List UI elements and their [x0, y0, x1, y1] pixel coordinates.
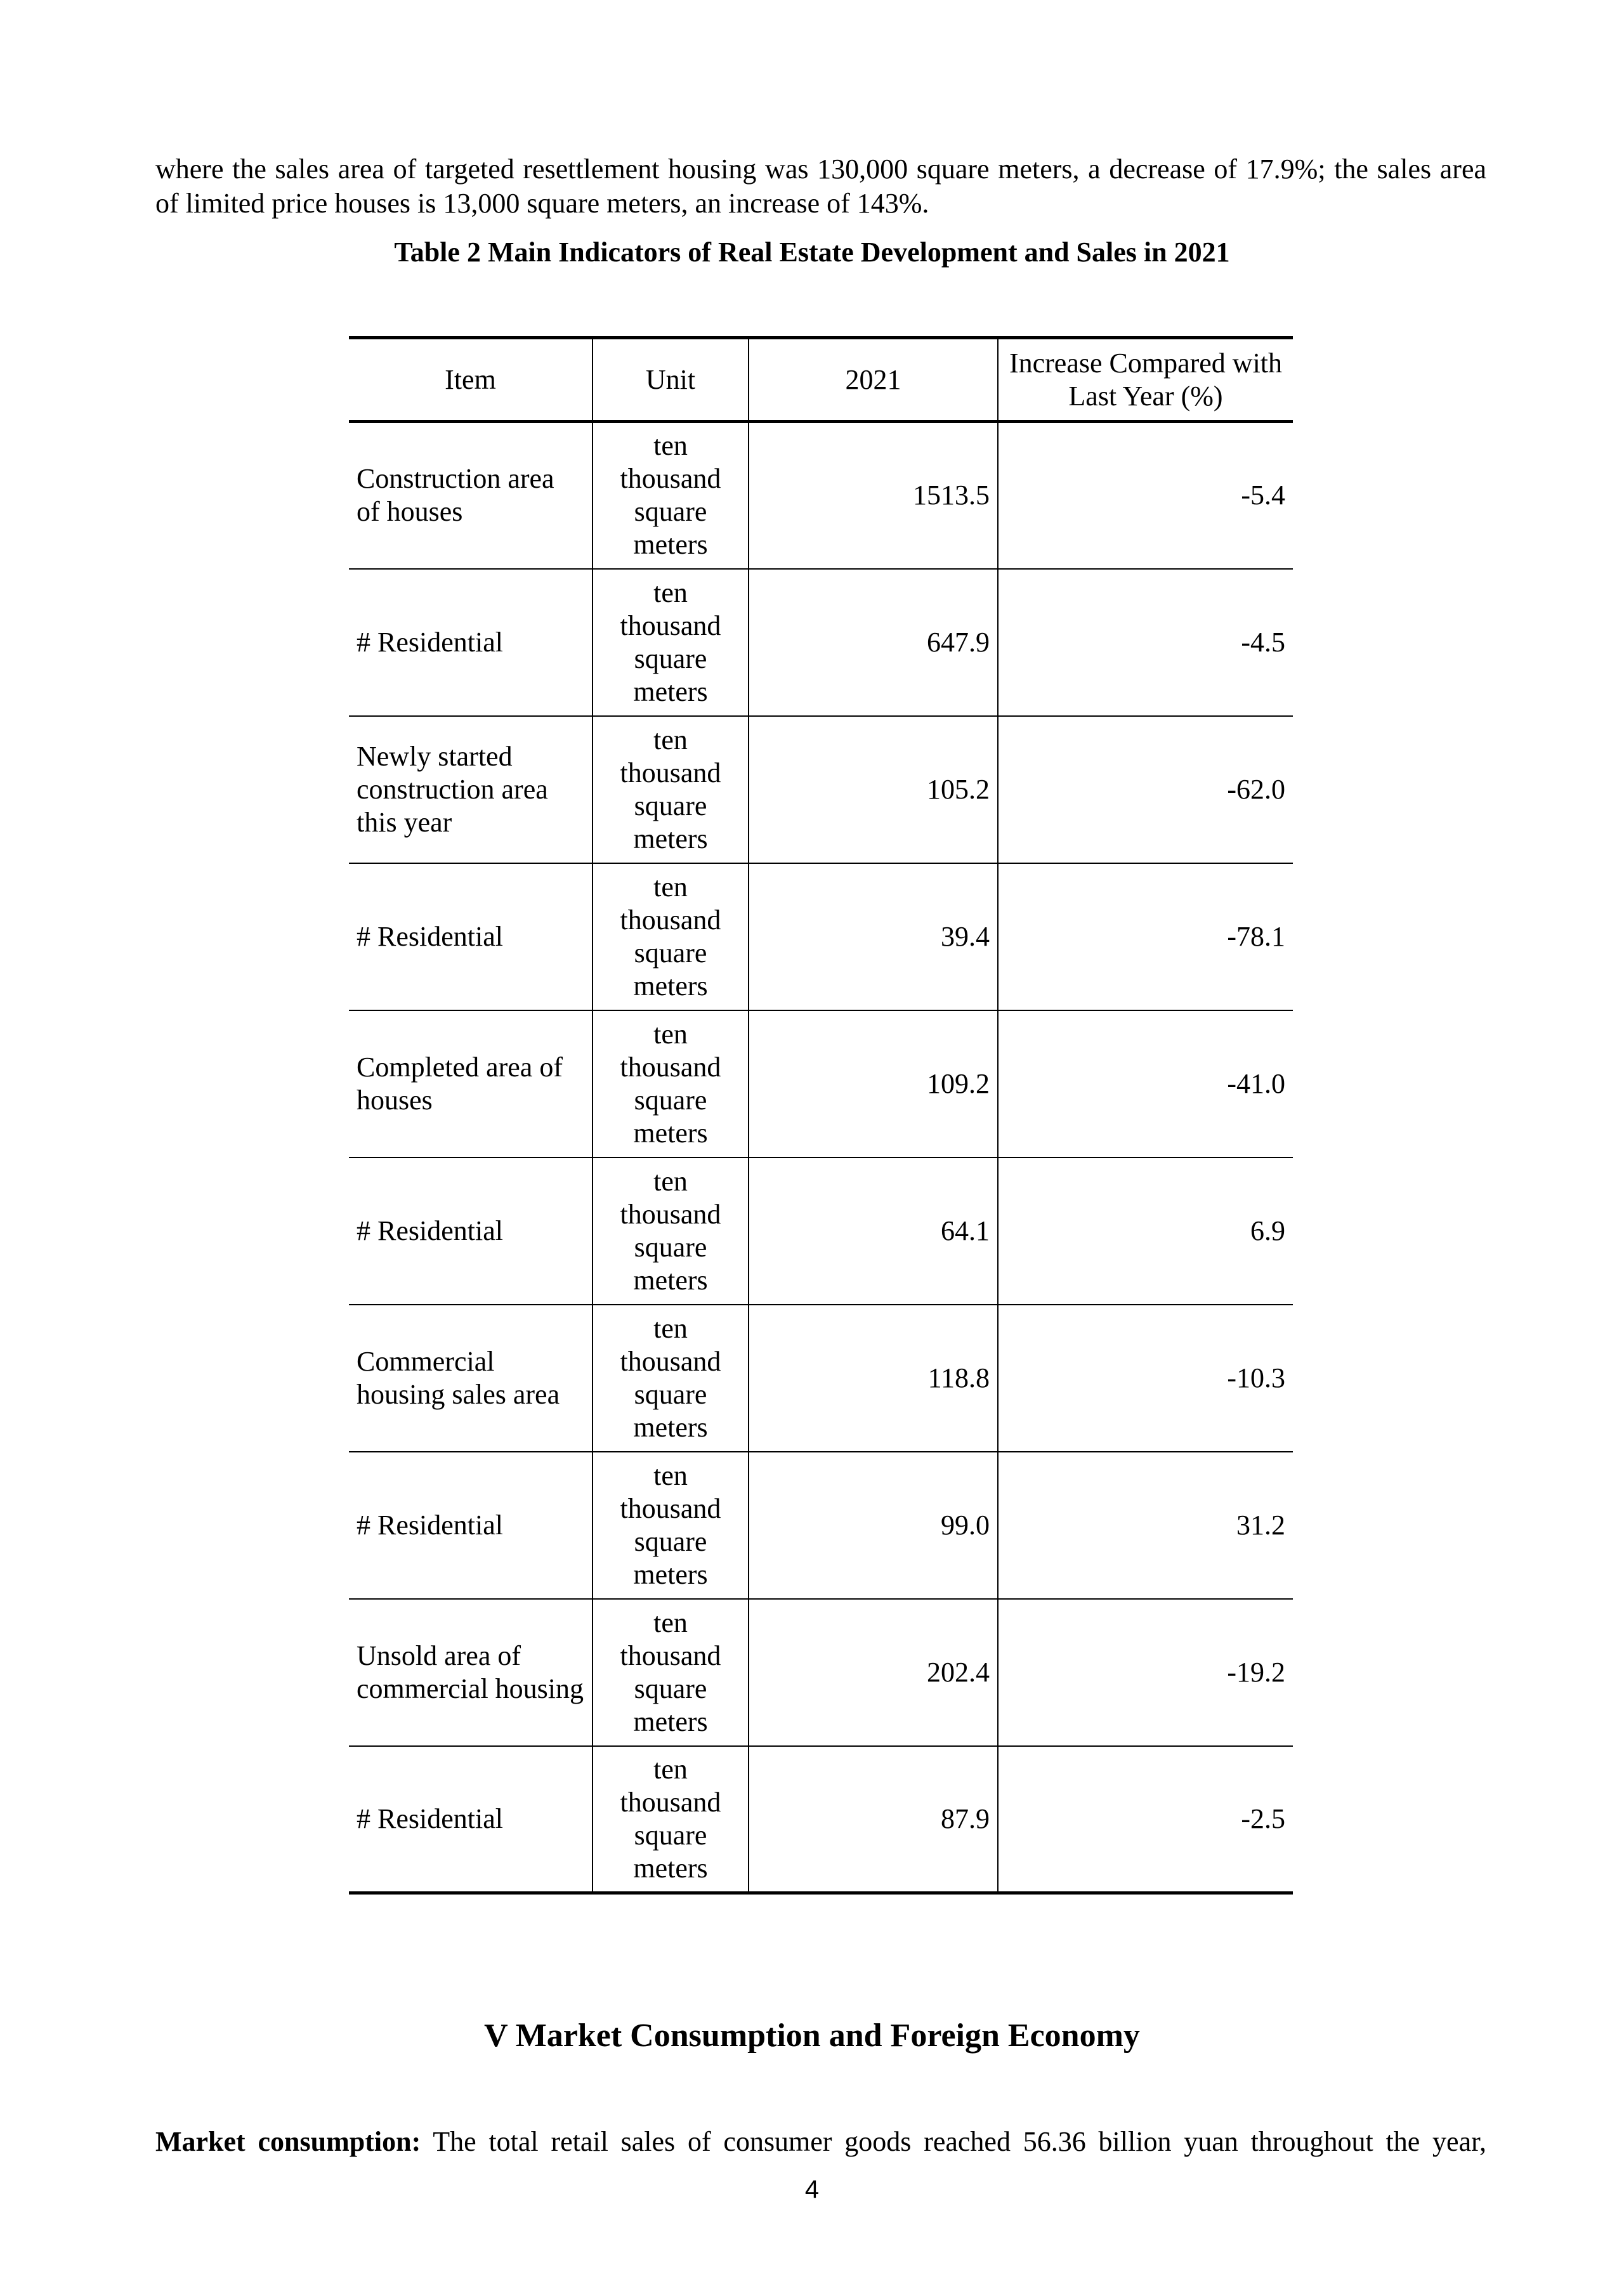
row-value: 202.4 — [749, 1599, 998, 1746]
market-consumption-label: Market consumption: — [155, 2126, 421, 2157]
row-item: # Residential — [349, 1158, 593, 1305]
row-item: Unsold area of commercial housing — [349, 1599, 593, 1746]
indicators-table — [349, 336, 1293, 1895]
table-row — [349, 422, 1293, 569]
row-value: 118.8 — [749, 1305, 998, 1452]
row-increase: -10.3 — [998, 1305, 1293, 1452]
row-item: # Residential — [349, 1452, 593, 1599]
row-increase: -41.0 — [998, 1010, 1293, 1158]
row-unit: ten thousand square meters — [593, 1599, 749, 1746]
row-value: 39.4 — [749, 863, 998, 1010]
row-value: 1513.5 — [749, 422, 998, 569]
row-item: Construction area of houses — [349, 422, 593, 569]
row-value: 105.2 — [749, 716, 998, 863]
market-consumption-paragraph — [155, 2125, 1486, 2159]
table-row — [349, 1599, 1293, 1746]
row-increase: -19.2 — [998, 1599, 1293, 1746]
table-header-row — [349, 338, 1293, 422]
page-number: 4 — [804, 2175, 820, 2203]
row-value: 64.1 — [749, 1158, 998, 1305]
header-item: Item — [349, 338, 593, 422]
row-increase: -5.4 — [998, 422, 1293, 569]
row-item: Newly started construction area this year — [349, 716, 593, 863]
section-heading: V Market Consumption and Foreign Economy — [484, 2018, 1140, 2054]
row-unit: ten thousand square meters — [593, 716, 749, 863]
table-row — [349, 1305, 1293, 1452]
row-increase: -78.1 — [998, 863, 1293, 1010]
row-value: 87.9 — [749, 1746, 998, 1893]
row-value: 647.9 — [749, 569, 998, 716]
table-row — [349, 1158, 1293, 1305]
table-title: Table 2 Main Indicators of Real Estate Development and Sales in 2021 — [394, 237, 1230, 268]
row-unit: ten thousand square meters — [593, 863, 749, 1010]
row-item: Completed area of houses — [349, 1010, 593, 1158]
row-unit: ten thousand square meters — [593, 1452, 749, 1599]
row-unit: ten thousand square meters — [593, 1158, 749, 1305]
row-increase: 31.2 — [998, 1452, 1293, 1599]
header-increase: Increase Compared with Last Year (%) — [998, 338, 1293, 422]
row-unit: ten thousand square meters — [593, 1010, 749, 1158]
market-consumption-text: The total retail sales of consumer goods reached 56.36 billion yuan throughout the year, — [421, 2126, 1486, 2157]
table-row — [349, 569, 1293, 716]
table-row — [349, 716, 1293, 863]
row-unit: ten thousand square meters — [593, 1746, 749, 1893]
table-row — [349, 1010, 1293, 1158]
row-unit: ten thousand square meters — [593, 1305, 749, 1452]
row-item: # Residential — [349, 569, 593, 716]
row-item: # Residential — [349, 863, 593, 1010]
row-increase: -4.5 — [998, 569, 1293, 716]
table-row — [349, 1452, 1293, 1599]
intro-paragraph: where the sales area of targeted resettlement housing was 130,000 square meters, a decrease of 17.9%; the sales area of limited price houses is 13,000 square meters, an increase of 143%. — [155, 153, 1486, 219]
row-value: 109.2 — [749, 1010, 998, 1158]
row-increase: -2.5 — [998, 1746, 1293, 1893]
row-unit: ten thousand square meters — [593, 569, 749, 716]
header-year: 2021 — [749, 338, 998, 422]
header-unit: Unit — [593, 338, 749, 422]
table-row — [349, 863, 1293, 1010]
row-item: Commercial housing sales area — [349, 1305, 593, 1452]
row-increase: 6.9 — [998, 1158, 1293, 1305]
row-unit: ten thousand square meters — [593, 422, 749, 569]
row-increase: -62.0 — [998, 716, 1293, 863]
row-value: 99.0 — [749, 1452, 998, 1599]
table-row — [349, 1746, 1293, 1893]
row-item: # Residential — [349, 1746, 593, 1893]
